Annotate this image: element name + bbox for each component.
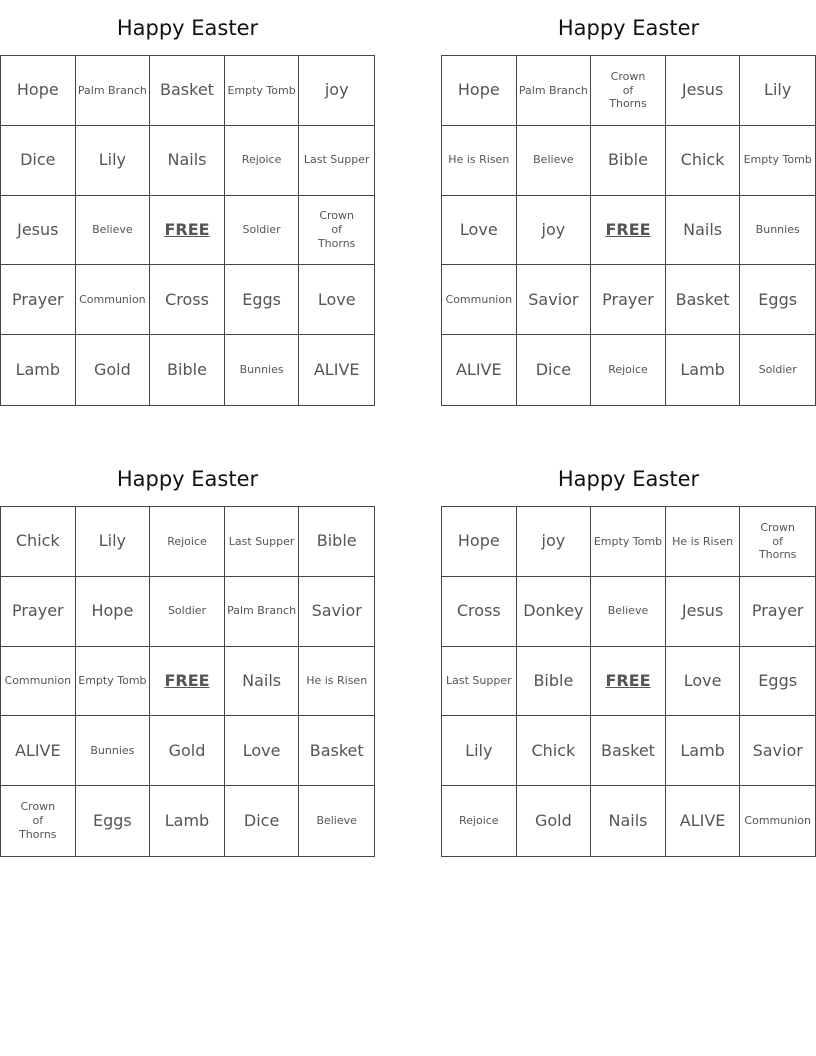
bingo-cell: Basket — [591, 716, 666, 786]
bingo-cell: Love — [225, 716, 300, 786]
bingo-cell: Rejoice — [150, 507, 225, 577]
bingo-cell: Believe — [517, 126, 592, 196]
bingo-cell: Lamb — [666, 716, 741, 786]
bingo-cell: Lamb — [150, 786, 225, 856]
bingo-cell: Communion — [76, 265, 151, 335]
bingo-cell: Bible — [299, 507, 374, 577]
bingo-cell: Chick — [666, 126, 741, 196]
bingo-cell: Lamb — [1, 335, 76, 405]
bingo-cell: Eggs — [76, 786, 151, 856]
bingo-cell: Eggs — [740, 647, 815, 717]
bingo-cell: joy — [517, 507, 592, 577]
bingo-cell: Rejoice — [225, 126, 300, 196]
bingo-cell: Empty Tomb — [591, 507, 666, 577]
bingo-cell: Dice — [517, 335, 592, 405]
free-space: FREE — [591, 196, 666, 266]
bingo-cell: Last Supper — [442, 647, 517, 717]
card-title: Happy Easter — [116, 16, 259, 40]
bingo-cell: Dice — [1, 126, 76, 196]
bingo-grid — [441, 506, 816, 857]
bingo-cell: Rejoice — [442, 786, 517, 856]
bingo-cell: Lily — [76, 126, 151, 196]
bingo-cell: Believe — [316, 814, 357, 828]
bingo-cell: Cross — [442, 577, 517, 647]
bingo-cell: Prayer — [1, 577, 76, 647]
bingo-cell: Nails — [666, 196, 741, 266]
bingo-cell: Jesus — [666, 56, 741, 126]
bingo-cell: Eggs — [740, 265, 815, 335]
free-space: FREE — [591, 647, 666, 717]
card-title: Happy Easter — [116, 467, 259, 491]
bingo-cell: Prayer — [740, 577, 815, 647]
bingo-cell: Communion — [1, 647, 76, 717]
bingo-cell: Basket — [150, 56, 225, 126]
bingo-cell: Bunnies — [740, 196, 815, 266]
bingo-cell: Chick — [517, 716, 592, 786]
bingo-cell: Cross — [150, 265, 225, 335]
bingo-cell: Crown of Thorns — [591, 56, 666, 126]
bingo-cell: Believe — [76, 196, 151, 266]
bingo-grid — [0, 506, 375, 857]
bingo-cell: Empty Tomb — [225, 56, 300, 126]
bingo-cell: Hope — [442, 507, 517, 577]
bingo-cell: Nails — [591, 786, 666, 856]
bingo-cell: Bible — [591, 126, 666, 196]
bingo-cell: Lily — [442, 716, 517, 786]
bingo-cell: Basket — [666, 265, 741, 335]
bingo-cell: Hope — [1, 56, 76, 126]
bingo-cell: Communion — [442, 265, 517, 335]
bingo-cell: Gold — [150, 716, 225, 786]
bingo-cell: Palm Branch — [517, 56, 592, 126]
bingo-cell: ALIVE — [442, 335, 517, 405]
bingo-cell: Nails — [225, 647, 300, 717]
bingo-cell: Empty Tomb — [76, 647, 151, 717]
bingo-cell: Love — [299, 265, 374, 335]
bingo-cell: Empty Tomb — [740, 126, 815, 196]
bingo-grid — [0, 55, 375, 406]
bingo-cell: Prayer — [591, 265, 666, 335]
bingo-cell: Soldier — [225, 196, 300, 266]
bingo-cell: Savior — [740, 716, 815, 786]
bingo-cell: Bible — [517, 647, 592, 717]
bingo-cell: Bunnies — [225, 335, 300, 405]
bingo-cell: Soldier — [150, 577, 225, 647]
bingo-cell: Bible — [150, 335, 225, 405]
bingo-cell: Soldier — [758, 363, 797, 377]
card-title: Happy Easter — [557, 467, 700, 491]
bingo-cell: Last Supper — [225, 507, 300, 577]
bingo-cell: ALIVE — [666, 786, 741, 856]
bingo-cell: Savior — [299, 577, 374, 647]
bingo-cell: Donkey — [517, 577, 592, 647]
bingo-cell: He is Risen — [666, 507, 741, 577]
bingo-cell: Palm Branch — [76, 56, 151, 126]
card-title: Happy Easter — [557, 16, 700, 40]
bingo-cell: Dice — [225, 786, 300, 856]
bingo-cell: Lily — [76, 507, 151, 577]
bingo-cell: Hope — [442, 56, 517, 126]
bingo-cell: Jesus — [1, 196, 76, 266]
bingo-grid — [441, 55, 816, 406]
bingo-cell: Bunnies — [76, 716, 151, 786]
bingo-cell: joy — [299, 56, 374, 126]
bingo-cell: Palm Branch — [225, 577, 300, 647]
bingo-cell: Chick — [1, 507, 76, 577]
bingo-cell: joy — [517, 196, 592, 266]
bingo-cell: Crown of Thorns — [1, 786, 76, 856]
bingo-cell: Jesus — [666, 577, 741, 647]
free-space: FREE — [150, 647, 225, 717]
bingo-cell: Love — [442, 196, 517, 266]
bingo-cell: He is Risen — [442, 126, 517, 196]
bingo-cell: Crown of Thorns — [740, 507, 815, 577]
bingo-cell: Savior — [517, 265, 592, 335]
bingo-cell: Gold — [76, 335, 151, 405]
bingo-cell: Last Supper — [299, 126, 374, 196]
bingo-cell: ALIVE — [1, 716, 76, 786]
bingo-cell: Lily — [740, 56, 815, 126]
bingo-cell: Gold — [517, 786, 592, 856]
bingo-cell: Rejoice — [591, 335, 666, 405]
bingo-cell: Nails — [150, 126, 225, 196]
bingo-cell: Lamb — [666, 335, 741, 405]
bingo-cell: Crown of Thorns — [299, 196, 374, 266]
bingo-cell: Basket — [299, 716, 374, 786]
bingo-cell: Believe — [591, 577, 666, 647]
bingo-cell: Hope — [76, 577, 151, 647]
free-space: FREE — [150, 196, 225, 266]
bingo-cell: Prayer — [1, 265, 76, 335]
bingo-cell: ALIVE — [313, 360, 360, 380]
bingo-cell: Eggs — [225, 265, 300, 335]
bingo-cell: He is Risen — [299, 647, 374, 717]
bingo-cell: Communion — [744, 814, 811, 828]
bingo-cell: Love — [666, 647, 741, 717]
